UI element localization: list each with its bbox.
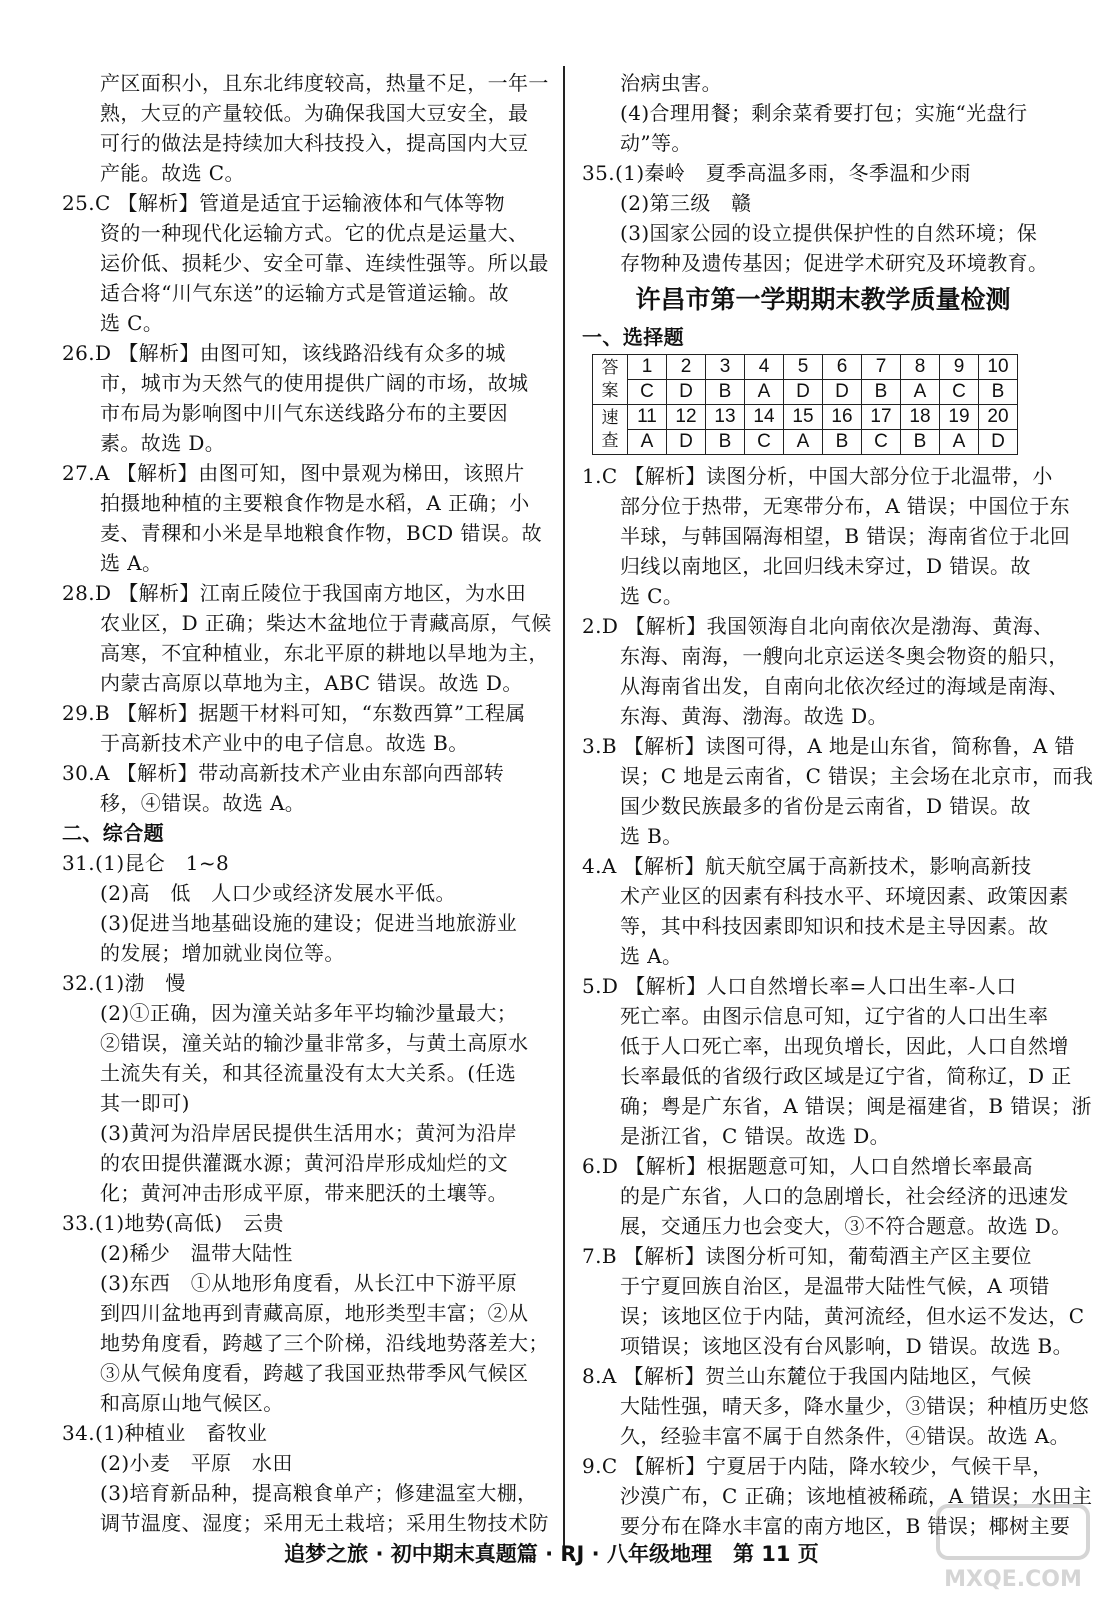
text-line: 归线以南地区，北回归线未穿过，D 错误。故 <box>620 554 1031 578</box>
text-line: 等，其中科技因素即知识和技术是主导因素。故 <box>620 914 1049 938</box>
q-number: 5 <box>784 355 823 380</box>
text-line: 误；C 地是云南省，C 错误；主会场在北京市，而我 <box>620 764 1094 788</box>
text-line: 农业区，D 正确；柴达木盆地位于青藏高原，气候 <box>100 611 552 635</box>
q-number: 13 <box>706 405 745 430</box>
text-line: 选 C。 <box>100 311 164 335</box>
text-line: 28.D 【解析】江南丘陵位于我国南方地区，为水田 <box>62 581 527 605</box>
text-line: 35.(1)秦岭 夏季高温多雨，冬季温和少雨 <box>582 161 971 185</box>
text-line: 可行的做法是持续加大科技投入，提高国内大豆 <box>100 131 529 155</box>
text-line: 长率最低的省级行政区域是辽宁省，简称辽，D 正 <box>620 1064 1072 1088</box>
text-line: 低于人口死亡率，出现负增长，因此，人口自然增 <box>620 1034 1069 1058</box>
text-line: 熟，大豆的产量较低。为确保我国大豆安全，最 <box>100 101 529 125</box>
q-number: 18 <box>901 405 940 430</box>
q-number: 17 <box>862 405 901 430</box>
text-line: 内蒙古高原以草地为主，ABC 错误。故选 D。 <box>100 671 523 695</box>
text-line: (2)①正确，因为潼关站多年平均输沙量最大； <box>100 1001 518 1025</box>
text-line: 存物种及遗传基因；促进学术研究及环境教育。 <box>620 251 1049 275</box>
q-number: 20 <box>979 405 1018 430</box>
text-line: 的农田提供灌溉水源；黄河沿岸形成灿烂的文 <box>100 1151 508 1175</box>
right-top-answers <box>582 68 1054 278</box>
text-line: ③从气候角度看，跨越了我国亚热带季风气候区 <box>100 1361 529 1385</box>
text-line: 调节温度、湿度；采用无土栽培；采用生物技术防 <box>100 1511 549 1535</box>
text-line: 产能。故选 C。 <box>100 161 245 185</box>
text-line: 久，经验丰富不属于自然条件，④错误。故选 A。 <box>620 1424 1071 1448</box>
text-line: 于高新技术产业中的电子信息。故选 B。 <box>100 731 469 755</box>
text-line: 5.D 【解析】人口自然增长率=人口出生率-人口 <box>582 974 1017 998</box>
q-answer: D <box>784 380 823 405</box>
answer-table <box>592 354 1018 455</box>
q-answer: C <box>628 380 667 405</box>
q-number: 16 <box>823 405 862 430</box>
q-answer: A <box>901 380 940 405</box>
text-line: 资的一种现代化运输方式。它的优点是运量大、 <box>100 221 529 245</box>
section-heading: 二、综合题 <box>62 821 164 845</box>
text-line: ②错误，潼关站的输沙量非常多，与黄土高原水 <box>100 1031 529 1055</box>
text-line: 展，交通压力也会变大，③不符合题意。故选 D。 <box>620 1214 1072 1238</box>
text-line: 选 C。 <box>620 584 684 608</box>
q-number: 15 <box>784 405 823 430</box>
q-number: 19 <box>940 405 979 430</box>
text-line: 的发展；增加就业岗位等。 <box>100 941 345 965</box>
q-answer: C <box>745 430 784 455</box>
text-line: 土流失有关，和其径流量没有太大关系。(任选 <box>100 1061 517 1085</box>
table-label: 速 查 <box>593 405 628 455</box>
text-line: 1.C 【解析】读图分析，中国大部分位于北温带，小 <box>582 464 1053 488</box>
text-line: 8.A 【解析】贺兰山东麓位于我国内陆地区，气候 <box>582 1364 1032 1388</box>
text-line: 的是广东省，人口的急剧增长，社会经济的迅速发 <box>620 1184 1069 1208</box>
text-line: 高寒，不宜种植业，东北平原的耕地以旱地为主， <box>100 641 549 665</box>
q-answer: B <box>979 380 1018 405</box>
text-line: 27.A 【解析】由图可知，图中景观为梯田，该照片 <box>62 461 525 485</box>
watermark-text: MXQE.COM <box>944 1567 1082 1592</box>
q-answer: B <box>901 430 940 455</box>
text-line: (3)东西 ①从地形角度看，从长江中下游平原 <box>100 1271 518 1295</box>
left-column <box>62 68 552 1538</box>
text-line: 市，城市为天然气的使用提供广阔的市场，故城 <box>100 371 529 395</box>
watermark-logo <box>930 1500 1095 1595</box>
text-line: 治病虫害。 <box>620 71 722 95</box>
text-line: 9.C 【解析】宁夏居于内陆，降水较少，气候干旱， <box>582 1454 1053 1478</box>
text-line: 拍摄地种植的主要粮食作物是水稻，A 正确；小 <box>100 491 530 515</box>
q-answer: B <box>823 430 862 455</box>
text-line: 于宁夏回族自治区，是温带大陆性气候，A 项错 <box>620 1274 1050 1298</box>
q-answer: C <box>862 430 901 455</box>
text-line: 6.D 【解析】根据题意可知，人口自然增长率最高 <box>582 1154 1034 1178</box>
text-line: 化；黄河冲击形成平原，带来肥沃的土壤等。 <box>100 1181 508 1205</box>
text-line: 2.D 【解析】我国领海自北向南依次是渤海、黄海、 <box>582 614 1054 638</box>
q-number: 4 <box>745 355 784 380</box>
q-answer: A <box>628 430 667 455</box>
text-line: 29.B 【解析】据题干材料可知，“东数西算”工程属 <box>62 701 526 725</box>
text-line: 适合将“川气东送”的运输方式是管道运输。故 <box>100 281 509 305</box>
text-line: 产区面积小，且东北纬度较高，热量不足，一年一 <box>100 71 549 95</box>
q-number: 3 <box>706 355 745 380</box>
text-line: 沙漠广布，C 正确；该地植被稀疏，A 错误；水田主 <box>620 1484 1093 1508</box>
text-line: 3.B 【解析】读图可得，A 地是山东省，简称鲁，A 错 <box>582 734 1075 758</box>
column-divider <box>563 66 565 1546</box>
q-number: 6 <box>823 355 862 380</box>
text-line: 要分布在降水丰富的南方地区，B 错误；椰树主要 <box>620 1514 1071 1538</box>
text-line: 25.C 【解析】管道是适宜于运输液体和气体等物 <box>62 191 506 215</box>
text-line: 确；粤是广东省，A 错误；闽是福建省，B 错误；浙 <box>620 1094 1092 1118</box>
text-line: 素。故选 D。 <box>100 431 226 455</box>
text-line: 是浙江省，C 错误。故选 D。 <box>620 1124 891 1148</box>
q-number: 14 <box>745 405 784 430</box>
text-line: 32.(1)渤 慢 <box>62 971 186 995</box>
text-line: 选 B。 <box>620 824 683 848</box>
text-line: 4.A 【解析】航天航空属于高新技术，影响高新技 <box>582 854 1032 878</box>
q-answer: C <box>940 380 979 405</box>
text-line: 大陆性强，晴天多，降水量少，③错误；种植历史悠 <box>620 1394 1090 1418</box>
text-line: 地势角度看，跨越了三个阶梯，沿线地势落差大； <box>100 1331 549 1355</box>
text-line: 34.(1)种植业 畜牧业 <box>62 1421 268 1445</box>
text-line: (2)小麦 平原 水田 <box>100 1451 293 1475</box>
text-line: 选 A。 <box>620 944 683 968</box>
q-answer: B <box>706 380 745 405</box>
text-line: (3)国家公园的设立提供保护性的自然环境；保 <box>620 221 1038 245</box>
text-line: 运价低、损耗少、安全可靠、连续性强等。所以最 <box>100 251 549 275</box>
text-line: 30.A 【解析】带动高新技术产业由东部向西部转 <box>62 761 505 785</box>
text-line: 死亡率。由图示信息可知，辽宁省的人口出生率 <box>620 1004 1049 1028</box>
text-line: 误；该地区位于内陆，黄河流经，但水运不发达，C <box>620 1304 1085 1328</box>
text-line: 7.B 【解析】读图分析可知，葡萄酒主产区主要位 <box>582 1244 1032 1268</box>
text-line: 到四川盆地再到青藏高原，地形类型丰富；②从 <box>100 1301 529 1325</box>
q-number: 8 <box>901 355 940 380</box>
q-answer: A <box>745 380 784 405</box>
text-line: (3)黄河为沿岸居民提供生活用水；黄河为沿岸 <box>100 1121 518 1145</box>
text-line: 31.(1)昆仑 1~8 <box>62 851 230 875</box>
text-line: 项错误；该地区没有台风影响，D 错误。故选 B。 <box>620 1334 1074 1358</box>
text-line: 移，④错误。故选 A。 <box>100 791 306 815</box>
text-line: 和高原山地气候区。 <box>100 1391 284 1415</box>
q-answer: D <box>667 430 706 455</box>
text-line: 市布局为影响图中川气东送线路分布的主要因 <box>100 401 508 425</box>
text-line: (2)高 低 人口少或经济发展水平低。 <box>100 881 456 905</box>
text-line: 麦、青稞和小米是旱地粮食作物，BCD 错误。故 <box>100 521 542 545</box>
text-line: 东海、南海，一艘向北京运送冬奥会物资的船只， <box>620 644 1069 668</box>
text-line: (2)第三级 赣 <box>620 191 752 215</box>
text-line: 国少数民族最多的省份是云南省，D 错误。故 <box>620 794 1031 818</box>
section-heading: 一、选择题 <box>582 325 684 349</box>
text-line: 东海、黄海、渤海。故选 D。 <box>620 704 888 728</box>
text-line: 半球，与韩国隔海相望，B 错误；海南省位于北回 <box>620 524 1071 548</box>
q-number: 7 <box>862 355 901 380</box>
q-number: 10 <box>979 355 1018 380</box>
q-number: 12 <box>667 405 706 430</box>
q-answer: D <box>667 380 706 405</box>
text-line: 33.(1)地势(高低) 云贵 <box>62 1211 284 1235</box>
q-answer: B <box>706 430 745 455</box>
text-line: 部分位于热带，无寒带分布，A 错误；中国位于东 <box>620 494 1071 518</box>
text-line: 术产业区的因素有科技水平、环境因素、政策因素 <box>620 884 1069 908</box>
q-answer: A <box>784 430 823 455</box>
q-number: 11 <box>628 405 667 430</box>
right-column <box>582 68 1094 1541</box>
right-bottom-answers <box>582 461 1094 1541</box>
q-answer: B <box>862 380 901 405</box>
q-answer: D <box>979 430 1018 455</box>
text-line: 26.D 【解析】由图可知，该线路沿线有众多的城 <box>62 341 506 365</box>
q-number: 1 <box>628 355 667 380</box>
text-line: 其一即可) <box>100 1091 190 1115</box>
exam-title: 许昌市第一学期期末教学质量检测 <box>635 285 1011 314</box>
text-line: (3)培育新品种，提高粮食单产；修建温室大棚， <box>100 1481 538 1505</box>
text-line: (2)稀少 温带大陆性 <box>100 1241 293 1265</box>
text-line: 从海南省出发，自南向北依次经过的海域是南海、 <box>620 674 1069 698</box>
q-number: 2 <box>667 355 706 380</box>
text-line: 动”等。 <box>620 131 692 155</box>
q-answer: A <box>940 430 979 455</box>
text-line: 选 A。 <box>100 551 163 575</box>
q-answer: D <box>823 380 862 405</box>
text-line: (3)促进当地基础设施的建设；促进当地旅游业 <box>100 911 518 935</box>
q-number: 9 <box>940 355 979 380</box>
page-footer: 追梦之旅 · 初中期末真题篇 · RJ · 八年级地理 第 11 页 <box>284 1542 819 1566</box>
text-line: (4)合理用餐；剩余菜肴要打包；实施“光盘行 <box>620 101 1028 125</box>
table-label: 答 案 <box>593 355 628 405</box>
